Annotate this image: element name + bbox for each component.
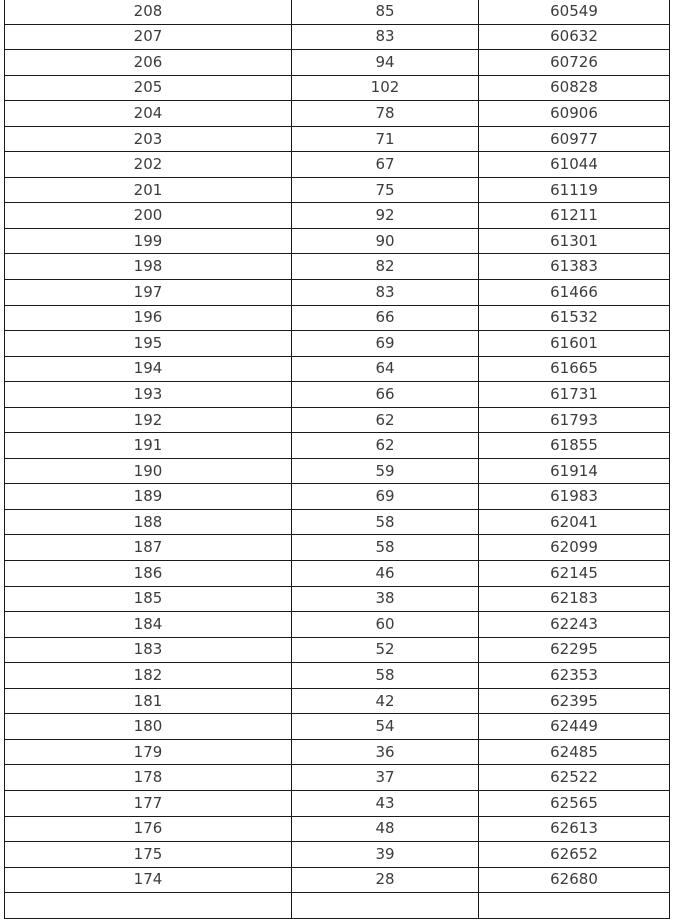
table-row [5,75,670,101]
table-row [5,254,670,280]
count-cell: 38 [292,586,479,612]
cumulative-cell: 62485 [479,739,670,765]
cumulative-cell: 62145 [479,561,670,587]
table-row [5,177,670,203]
count-cell: 62 [292,433,479,459]
score-cell: 193 [5,382,292,408]
count-cell: 85 [292,0,479,24]
score-cell: 192 [5,407,292,433]
cumulative-cell: 60549 [479,0,670,24]
cumulative-cell: 62295 [479,637,670,663]
cumulative-cell: 60632 [479,24,670,50]
cumulative-cell: 60906 [479,101,670,127]
score-cell: 204 [5,101,292,127]
cumulative-cell: 62652 [479,842,670,868]
count-cell: 82 [292,254,479,280]
cumulative-cell: 62522 [479,765,670,791]
score-cell: 188 [5,509,292,535]
table-row [5,305,670,331]
score-cell: 180 [5,714,292,740]
count-cell: 54 [292,714,479,740]
count-cell: 69 [292,331,479,357]
score-cell: 186 [5,561,292,587]
cumulative-cell: 61601 [479,331,670,357]
score-cell: 200 [5,203,292,229]
score-cell: 190 [5,458,292,484]
cumulative-cell: 62565 [479,790,670,816]
count-cell: 60 [292,612,479,638]
score-table-container [4,0,669,919]
score-cell: 182 [5,663,292,689]
cumulative-cell: 61855 [479,433,670,459]
score-cell: 174 [5,867,292,893]
cumulative-cell: 62183 [479,586,670,612]
score-table [4,0,670,919]
cumulative-cell: 62099 [479,535,670,561]
table-row [5,637,670,663]
table-row [5,433,670,459]
table-row [5,765,670,791]
count-cell: 62 [292,407,479,433]
cumulative-cell: 62243 [479,612,670,638]
count-cell: 39 [292,842,479,868]
table-row [5,561,670,587]
score-cell: 181 [5,688,292,714]
count-cell [292,893,479,919]
count-cell: 94 [292,50,479,76]
table-row [5,126,670,152]
table-row [5,612,670,638]
count-cell: 48 [292,816,479,842]
count-cell: 43 [292,790,479,816]
cumulative-cell: 61983 [479,484,670,510]
score-cell: 184 [5,612,292,638]
count-cell: 64 [292,356,479,382]
table-row [5,407,670,433]
count-cell: 83 [292,24,479,50]
score-cell: 199 [5,228,292,254]
table-row [5,382,670,408]
count-cell: 69 [292,484,479,510]
count-cell: 58 [292,663,479,689]
table-row [5,458,670,484]
score-cell: 202 [5,152,292,178]
score-cell: 183 [5,637,292,663]
score-cell: 197 [5,280,292,306]
cumulative-cell: 61532 [479,305,670,331]
score-cell: 203 [5,126,292,152]
table-row [5,203,670,229]
count-cell: 28 [292,867,479,893]
score-cell: 179 [5,739,292,765]
count-cell: 78 [292,101,479,127]
table-row [5,228,670,254]
score-cell: 178 [5,765,292,791]
table-row [5,0,670,24]
score-table-body [5,0,670,918]
cumulative-cell: 61044 [479,152,670,178]
score-cell: 189 [5,484,292,510]
count-cell: 42 [292,688,479,714]
cumulative-cell: 61914 [479,458,670,484]
count-cell: 66 [292,305,479,331]
table-row [5,867,670,893]
score-cell: 175 [5,842,292,868]
score-cell: 207 [5,24,292,50]
cumulative-cell: 62449 [479,714,670,740]
cumulative-cell: 60828 [479,75,670,101]
cumulative-cell: 61119 [479,177,670,203]
cumulative-cell: 61731 [479,382,670,408]
score-cell: 185 [5,586,292,612]
cumulative-cell: 61793 [479,407,670,433]
cumulative-cell: 62395 [479,688,670,714]
table-row [5,739,670,765]
count-cell: 58 [292,509,479,535]
cumulative-cell: 61665 [479,356,670,382]
score-cell: 195 [5,331,292,357]
table-row [5,101,670,127]
table-row [5,790,670,816]
score-cell: 208 [5,0,292,24]
cumulative-cell [479,893,670,919]
cumulative-cell: 62613 [479,816,670,842]
cumulative-cell: 62680 [479,867,670,893]
table-row [5,356,670,382]
table-row [5,152,670,178]
table-row [5,663,670,689]
table-row [5,50,670,76]
count-cell: 52 [292,637,479,663]
table-row [5,24,670,50]
table-row [5,586,670,612]
cumulative-cell: 62353 [479,663,670,689]
table-row [5,484,670,510]
table-row [5,535,670,561]
count-cell: 66 [292,382,479,408]
score-cell: 191 [5,433,292,459]
table-row [5,714,670,740]
cumulative-cell: 61301 [479,228,670,254]
count-cell: 71 [292,126,479,152]
count-cell: 59 [292,458,479,484]
cumulative-cell: 61211 [479,203,670,229]
count-cell: 37 [292,765,479,791]
cumulative-cell: 61383 [479,254,670,280]
count-cell: 58 [292,535,479,561]
count-cell: 67 [292,152,479,178]
count-cell: 36 [292,739,479,765]
count-cell: 46 [292,561,479,587]
cumulative-cell: 60726 [479,50,670,76]
score-cell: 177 [5,790,292,816]
table-row [5,816,670,842]
score-cell: 198 [5,254,292,280]
score-cell: 194 [5,356,292,382]
cumulative-cell: 62041 [479,509,670,535]
count-cell: 83 [292,280,479,306]
score-cell [5,893,292,919]
table-row [5,331,670,357]
table-row [5,280,670,306]
table-row [5,688,670,714]
score-cell: 187 [5,535,292,561]
cumulative-cell: 60977 [479,126,670,152]
table-row [5,842,670,868]
score-cell: 176 [5,816,292,842]
table-row [5,893,670,919]
score-cell: 205 [5,75,292,101]
count-cell: 92 [292,203,479,229]
table-row [5,509,670,535]
score-cell: 206 [5,50,292,76]
count-cell: 75 [292,177,479,203]
count-cell: 90 [292,228,479,254]
score-cell: 201 [5,177,292,203]
count-cell: 102 [292,75,479,101]
cumulative-cell: 61466 [479,280,670,306]
score-cell: 196 [5,305,292,331]
